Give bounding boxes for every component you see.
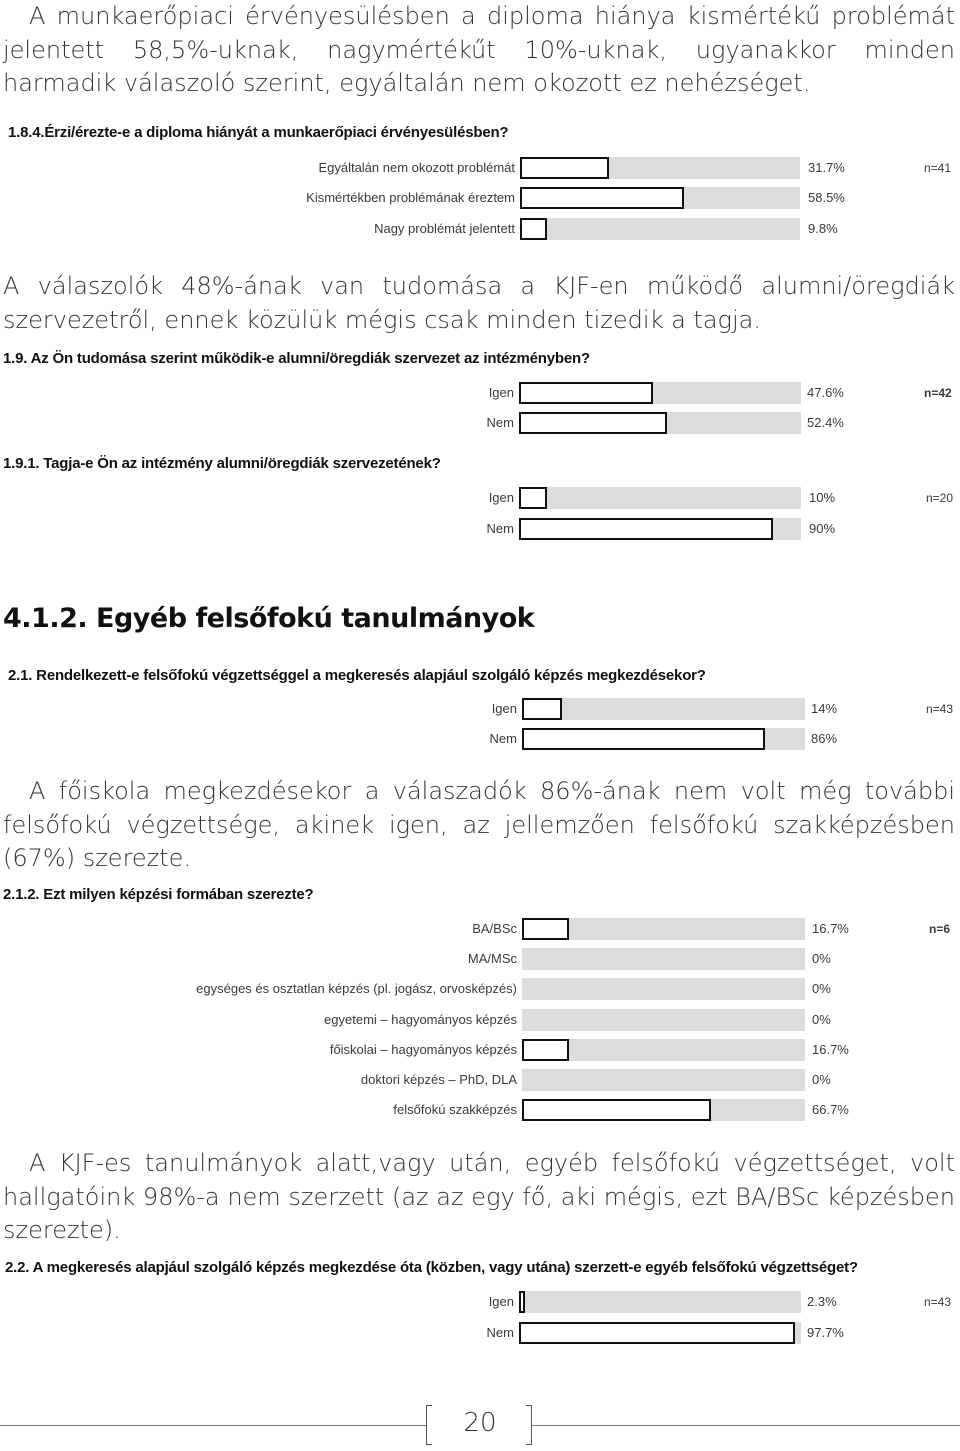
section-heading: 4.1.2. Egyéb felsőfokú tanulmányok — [3, 603, 535, 634]
bar-row-felsofoku-szakkepzes — [0, 1099, 960, 1121]
bar-row-ba-bsc — [0, 918, 960, 940]
bar — [522, 698, 562, 720]
chart-diploma-problem — [0, 157, 960, 242]
bar-track — [522, 1069, 805, 1091]
bar-track — [519, 412, 801, 434]
value-label: 58.5% — [808, 190, 845, 206]
bar-row-foiskolai-hagyomanyos-kepzes — [0, 1039, 960, 1061]
bar-row-igen — [0, 487, 960, 509]
bar-track — [522, 1039, 805, 1061]
bar-track — [519, 487, 801, 509]
category-label: doktori képzés – PhD, DLA — [360, 1072, 517, 1087]
bar-track — [520, 187, 800, 209]
bar-track — [522, 1009, 805, 1031]
category-label: egységes és osztatlan képzés (pl. jogász, orvosképzés) — [196, 981, 517, 997]
value-label: 86% — [811, 731, 838, 746]
sample-size-label: n=6 — [929, 922, 951, 936]
category-label: Nagy problémát jelentett — [374, 220, 515, 236]
bar-row-egyseges-es-osztatlan-kepzes-pl-jogasz-orvoskepzes — [0, 978, 960, 1000]
category-label: Igen — [488, 490, 514, 505]
category-label: MA/MSc — [467, 951, 517, 967]
bar — [522, 728, 765, 750]
bar-row-nem — [0, 518, 960, 540]
bar — [522, 1039, 569, 1061]
category-label: Igen — [491, 701, 517, 716]
category-label: Nem — [486, 1324, 514, 1340]
value-label: 52.4% — [807, 415, 844, 430]
bar — [519, 1322, 795, 1344]
value-label: 90% — [809, 520, 836, 536]
bar-row-nem — [0, 412, 960, 434]
page-number: 20 — [463, 1408, 497, 1438]
bar-track — [520, 218, 800, 240]
bar-track — [519, 382, 801, 404]
bar-track — [522, 698, 805, 720]
bar-row-igen — [0, 698, 960, 720]
bar — [519, 518, 773, 540]
category-label: BA/BSc — [472, 921, 517, 936]
bar — [520, 187, 684, 209]
bar-row-ma-msc — [0, 948, 960, 970]
footer-rule-right — [532, 1425, 960, 1426]
value-label: 47.6% — [807, 385, 844, 400]
value-label: 16.7% — [812, 1041, 849, 1057]
paragraph-other-degree: A KJF-es tanulmányok alatt,vagy után, egyéb felsőfokú végzettséget, volt hallgatóink 98%-a nem szerzett (az az egy fő, aki mégis, ezt BA/BSc képzésben szerezte). — [3, 1149, 955, 1244]
value-label: 0% — [812, 981, 831, 997]
bar-row-nem — [0, 1322, 960, 1344]
bar — [519, 487, 547, 509]
chart-title-2-1: 2.1. Rendelkezett-e felsőfokú végzettséggel a megkeresés alapjául szolgáló képzés megkezdésekor? — [8, 667, 706, 684]
value-label: 16.7% — [812, 921, 849, 936]
bar — [519, 382, 653, 404]
category-label: egyetemi – hagyományos képzés — [324, 1011, 517, 1027]
chart-alumni-member — [0, 487, 960, 542]
category-label: Kismértékben problémának éreztem — [306, 190, 515, 206]
bar-row-egyetemi-hagyomanyos-kepzes — [0, 1009, 960, 1031]
value-label: 66.7% — [812, 1102, 849, 1118]
value-label: 9.8% — [808, 220, 838, 236]
chart-title-1-9-1: 1.9.1. Tagja-e Ön az intézmény alumni/öregdiák szervezetének? — [3, 455, 441, 472]
bar — [522, 918, 569, 940]
value-label: 10% — [809, 490, 836, 505]
bar-row-nem — [0, 728, 960, 750]
sample-size-label: n=43 — [924, 1295, 952, 1309]
bar-track — [519, 1291, 801, 1313]
bar-row-nagy-problemat-jelentett — [0, 218, 960, 240]
category-label: Igen — [488, 1294, 514, 1309]
value-label: 31.7% — [808, 160, 845, 175]
sample-size-label: n=41 — [924, 161, 952, 175]
value-label: 0% — [812, 1011, 831, 1027]
category-label: Nem — [486, 415, 514, 430]
bar — [519, 412, 667, 434]
bar-track — [522, 978, 805, 1000]
sample-size-label: n=20 — [926, 491, 954, 505]
chart-alumni-exists — [0, 382, 960, 437]
chart-title-2-1-2: 2.1.2. Ezt milyen képzési formában szerezte? — [3, 886, 314, 903]
chart-title-1-9: 1.9. Az Ön tudomása szerint működik-e alumni/öregdiák szervezet az intézményben? — [3, 350, 590, 367]
footer-rule-left — [0, 1425, 426, 1426]
category-label: főiskolai – hagyományos képzés — [329, 1041, 517, 1057]
bar-row-egyaltalan-nem-okozott-problemat — [0, 157, 960, 179]
bar-track — [522, 918, 805, 940]
bar-track — [522, 1099, 805, 1121]
bar-track — [522, 728, 805, 750]
bar — [522, 1099, 711, 1121]
category-label: felsőfokú szakképzés — [393, 1102, 517, 1118]
value-label: 2.3% — [807, 1294, 837, 1309]
category-label: Nem — [489, 731, 517, 746]
bar-row-igen — [0, 1291, 960, 1313]
bar-row-igen — [0, 382, 960, 404]
bar — [520, 157, 609, 179]
bar-track — [520, 157, 800, 179]
value-label: 97.7% — [807, 1324, 844, 1340]
chart-title-1-8-4: 1.8.4.Érzi/érezte-e a diploma hiányát a munkaerőpiaci érvényesülésben? — [8, 124, 509, 141]
paragraph-diploma-problem: A munkaerőpiaci érvényesülésben a diploma hiánya kismértékű problémát jelentett 58,5%-uknak, nagymértékűt 10%-uknak, ugyanakkor minden harmadik válaszoló szerint, egyáltalán nem okozott ez nehézséget. — [3, 2, 955, 97]
chart-prior-degree — [0, 698, 960, 753]
sample-size-label: n=42 — [924, 386, 952, 400]
value-label: 0% — [812, 951, 831, 967]
bar-track — [522, 948, 805, 970]
category-label: Egyáltalán nem okozott problémát — [318, 160, 515, 175]
bar-row-kismertekben-problemanak-ereztem — [0, 187, 960, 209]
bar-track — [519, 518, 801, 540]
category-label: Igen — [488, 385, 514, 400]
value-label: 0% — [812, 1072, 831, 1087]
category-label: Nem — [486, 520, 514, 536]
bar — [519, 1291, 525, 1313]
chart-title-2-2: 2.2. A megkeresés alapjául szolgáló képzés megkezdése óta (közben, vagy utána) szerzett-e egyéb felsőfokú végzettséget? — [5, 1259, 858, 1276]
value-label: 14% — [811, 701, 838, 716]
bar-track — [519, 1322, 801, 1344]
sample-size-label: n=43 — [926, 702, 954, 716]
paragraph-prior-degree: A főiskola megkezdésekor a válaszadók 86%-ának nem volt még további felsőfokú végzettsége, akinek igen, az jellemzően felsőfokú szakképzésben (67%) szerezte. — [3, 777, 955, 872]
chart-degree-type — [0, 918, 960, 1128]
bar — [520, 218, 547, 240]
paragraph-alumni: A válaszolók 48%-ának van tudomása a KJF-en működő alumni/öregdiák szervezetről, ennek közülük mégis csak minden tizedik a tagja. — [3, 272, 955, 334]
chart-other-degree — [0, 1291, 960, 1346]
bar-row-doktori-kepzes-phd-dla — [0, 1069, 960, 1091]
